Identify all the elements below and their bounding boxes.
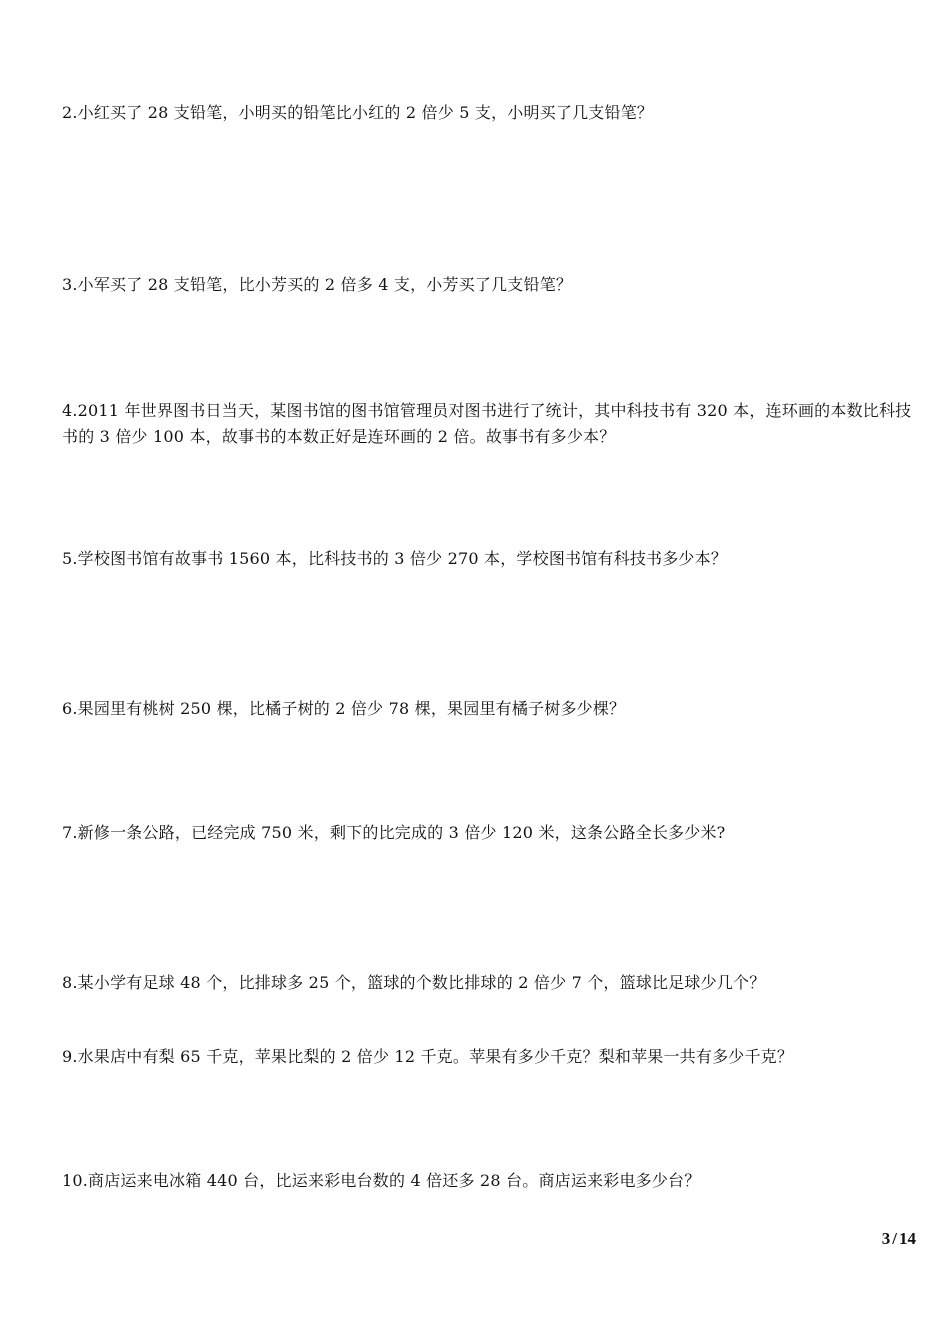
question-5: 5.学校图书馆有故事书 1560 本，比科技书的 3 倍少 270 本，学校图书馆有科技书多少本？ <box>62 549 728 568</box>
page-number-total: 14 <box>899 1229 916 1248</box>
question-2: 2.小红买了 28 支铅笔，小明买的铅笔比小红的 2 倍少 5 支，小明买了几支铅笔？ <box>62 103 654 122</box>
question-10: 10.商店运来电冰箱 440 台，比运来彩电台数的 4 倍还多 28 台。商店运来彩电多少台？ <box>62 1171 701 1190</box>
question-9: 9.水果店中有梨 65 千克，苹果比梨的 2 倍少 12 千克。苹果有多少千克？梨和苹果一共有多少千克？ <box>62 1047 794 1066</box>
page-number-separator: / <box>892 1229 897 1248</box>
question-7: 7.新修一条公路，已经完成 750 米，剩下的比完成的 3 倍少 120 米，这条公路全长多少米? <box>62 823 726 842</box>
question-6: 6.果园里有桃树 250 棵，比橘子树的 2 倍少 78 棵，果园里有橘子树多少棵？ <box>62 699 626 718</box>
question-3: 3.小军买了 28 支铅笔，比小芳买的 2 倍多 4 支，小芳买了几支铅笔？ <box>62 275 573 294</box>
question-4: 4.2011 年世界图书日当天，某图书馆的图书馆管理员对图书进行了统计，其中科技书有 320 本，连环画的本数比科技书的 3 倍少 100 本，故事书的本数正好是连环画的 2 倍。故事书有多少本？ <box>62 401 912 446</box>
page-number <box>882 1228 916 1250</box>
page-number-current: 3 <box>881 1229 891 1248</box>
question-8: 8.某小学有足球 48 个，比排球多 25 个，篮球的个数比排球的 2 倍少 7 个，篮球比足球少几个？ <box>62 973 766 992</box>
